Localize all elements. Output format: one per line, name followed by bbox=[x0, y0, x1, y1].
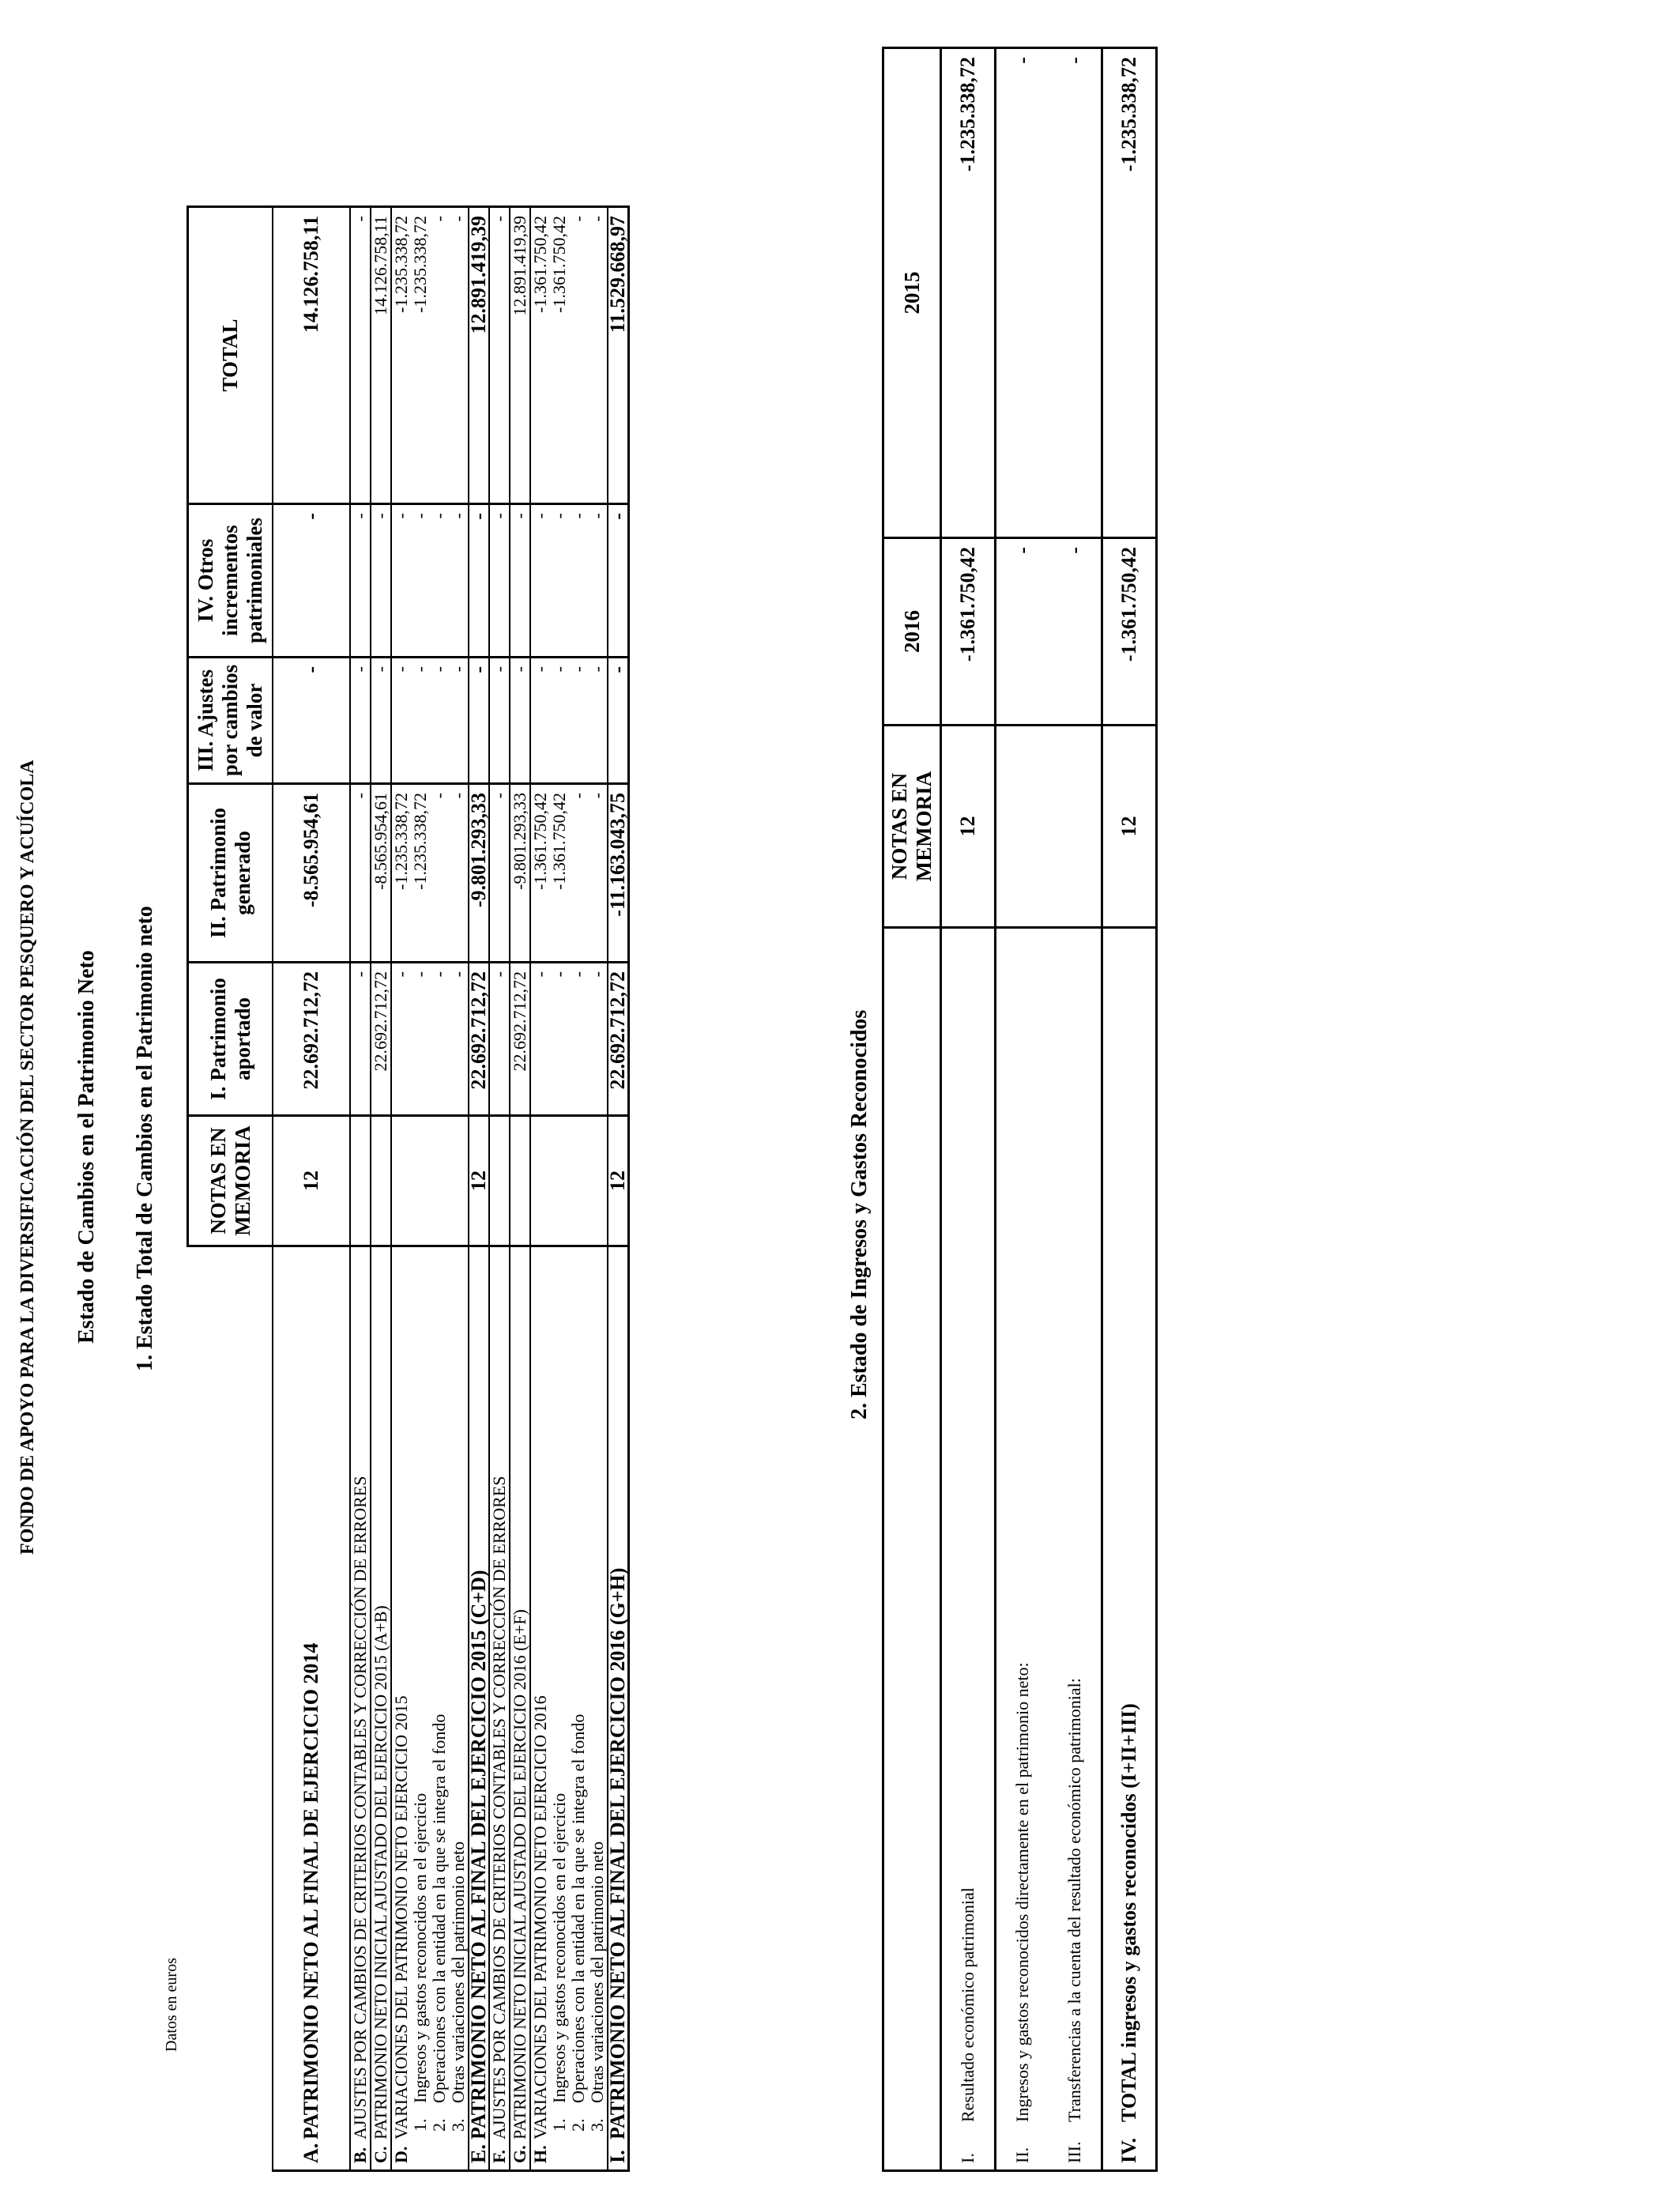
row-index: 1. bbox=[410, 2118, 430, 2132]
table-row bbox=[588, 207, 608, 2171]
value-cell-c3: - bbox=[608, 658, 629, 784]
value-cell-c3: - bbox=[449, 658, 469, 784]
row-index: 2. bbox=[568, 2118, 588, 2132]
value-cell-c4: - bbox=[273, 504, 350, 658]
row-label bbox=[411, 1246, 430, 2171]
value-cell-c3: - bbox=[371, 658, 391, 784]
value-cell-c4: - bbox=[588, 504, 608, 658]
row-letter: H. bbox=[530, 2145, 550, 2163]
row-label-text: Ingresos y gastos reconocidos en el ejercicio bbox=[549, 1793, 569, 2103]
value-cell-total: -1.235.338,72 bbox=[391, 207, 411, 504]
table-row bbox=[430, 207, 449, 2171]
value-cell-total: 12.891.419,39 bbox=[469, 207, 489, 504]
value-cell-c2: - bbox=[569, 784, 588, 963]
row-label-text: PATRIMONIO NETO AL FINAL DEL EJERCICIO 2015 (C+D) bbox=[467, 1570, 490, 2139]
table-row bbox=[489, 207, 510, 2171]
value-cell-c3: - bbox=[588, 658, 608, 784]
notes-cell: 12 bbox=[608, 1116, 629, 1246]
value-cell-c1: 22.692.712,72 bbox=[469, 963, 489, 1116]
value-cell-c1: - bbox=[489, 963, 510, 1116]
row-label bbox=[996, 928, 1049, 2171]
header-blank bbox=[883, 928, 941, 2171]
row-label-text: Operaciones con la entidad en la que se integra el fondo bbox=[429, 1713, 449, 2103]
table-income-expenses bbox=[882, 47, 1158, 2172]
table-header-row bbox=[188, 207, 273, 2171]
value-cell-c2: -1.235.338,72 bbox=[391, 784, 411, 963]
value-cell-c1: - bbox=[411, 963, 430, 1116]
row-label-text: Ingresos y gastos reconocidos en el ejercicio bbox=[410, 1793, 430, 2103]
notes-cell bbox=[371, 1116, 391, 1246]
table-row bbox=[550, 207, 569, 2171]
value-cell-c3: - bbox=[489, 658, 510, 784]
notes-cell: 12 bbox=[1102, 726, 1157, 928]
value-cell-c3: - bbox=[430, 658, 449, 784]
row-number: I. bbox=[958, 2153, 977, 2163]
row-label bbox=[608, 1246, 629, 2171]
table-row bbox=[510, 207, 530, 2171]
row-label bbox=[273, 1246, 350, 2171]
value-cell-total: 12.891.419,39 bbox=[510, 207, 530, 504]
notes-cell bbox=[391, 1116, 411, 1246]
value-cell-total: - bbox=[449, 207, 469, 504]
row-label-text: AJUSTES POR CAMBIOS DE CRITERIOS CONTABLES Y CORRECCIÓN DE ERRORES bbox=[489, 1476, 509, 2139]
row-label bbox=[530, 1246, 550, 2171]
value-cell-c3: - bbox=[550, 658, 569, 784]
value-cell-y2015: - bbox=[1049, 48, 1102, 538]
subtitle-table-2: 2. Estado de Ingresos y Gastos Reconocidos bbox=[847, 1009, 872, 1419]
row-index: 1. bbox=[549, 2118, 569, 2132]
value-cell-y2016: - bbox=[1049, 538, 1102, 726]
value-cell-c2: - bbox=[350, 784, 371, 963]
row-letter: G. bbox=[510, 2145, 529, 2163]
row-label bbox=[449, 1246, 469, 2171]
row-label bbox=[489, 1246, 510, 2171]
row-label-text: Transferencias a la cuenta del resultado económico patrimonial: bbox=[1064, 1678, 1084, 2122]
row-label-text: Resultado económico patrimonial bbox=[958, 1887, 977, 2122]
row-label bbox=[941, 928, 996, 2171]
table-row bbox=[608, 207, 629, 2171]
row-label bbox=[588, 1246, 608, 2171]
value-cell-c1: 22.692.712,72 bbox=[371, 963, 391, 1116]
notes-cell bbox=[550, 1116, 569, 1246]
row-number: II. bbox=[1012, 2147, 1032, 2163]
row-letter: I. bbox=[606, 2150, 629, 2163]
row-label-text: Ingresos y gastos reconocidos directamente en el patrimonio neto: bbox=[1012, 1662, 1032, 2122]
value-cell-c1: - bbox=[530, 963, 550, 1116]
notes-cell bbox=[530, 1116, 550, 1246]
value-cell-total: - bbox=[569, 207, 588, 504]
header-col4: IV. Otros incrementos patrimoniales bbox=[188, 504, 273, 658]
table-changes-equity bbox=[186, 205, 630, 2172]
value-cell-c4: - bbox=[550, 504, 569, 658]
header-col1: I. Patrimonio aportado bbox=[188, 963, 273, 1116]
table-row bbox=[449, 207, 469, 2171]
value-cell-c3: - bbox=[391, 658, 411, 784]
value-cell-total: - bbox=[430, 207, 449, 504]
notes-cell: 12 bbox=[469, 1116, 489, 1246]
value-cell-c2: -1.235.338,72 bbox=[411, 784, 430, 963]
table-row bbox=[569, 207, 588, 2171]
value-cell-c1: - bbox=[391, 963, 411, 1116]
header-notes: NOTAS EN MEMORIA bbox=[188, 1116, 273, 1246]
value-cell-c4: - bbox=[411, 504, 430, 658]
row-label-text: VARIACIONES DEL PATRIMONIO NETO EJERCICIO 2016 bbox=[530, 1695, 550, 2139]
value-cell-c4: - bbox=[530, 504, 550, 658]
value-cell-c3: - bbox=[273, 658, 350, 784]
value-cell-y2015: -1.235.338,72 bbox=[1102, 48, 1157, 538]
table-row bbox=[1049, 48, 1102, 2171]
table-row bbox=[530, 207, 550, 2171]
subtitle-table-1: 1. Estado Total de Cambios en el Patrimonio neto bbox=[133, 906, 157, 1371]
value-cell-total: 11.529.668,97 bbox=[608, 207, 629, 504]
value-cell-c4: - bbox=[430, 504, 449, 658]
value-cell-c1: - bbox=[350, 963, 371, 1116]
value-cell-c4: - bbox=[350, 504, 371, 658]
header-total: TOTAL bbox=[188, 207, 273, 504]
table-header-row bbox=[883, 48, 941, 2171]
value-cell-total: -1.235.338,72 bbox=[411, 207, 430, 504]
header-blank bbox=[188, 1246, 273, 2171]
value-cell-c3: - bbox=[569, 658, 588, 784]
row-label-text: PATRIMONIO NETO INICIAL AJUSTADO DEL EJERCICIO 2016 (E+F) bbox=[510, 1609, 529, 2139]
row-label-text: TOTAL ingresos y gastos reconocidos (I+II+III) bbox=[1117, 1703, 1140, 2122]
value-cell-y2016: -1.361.750,42 bbox=[941, 538, 996, 726]
row-label-text: PATRIMONIO NETO AL FINAL DE EJERCICIO 2014 bbox=[299, 1642, 322, 2139]
row-number: III. bbox=[1064, 2141, 1084, 2163]
header-2016: 2016 bbox=[883, 538, 941, 726]
value-cell-y2016: - bbox=[996, 538, 1049, 726]
row-label-text: Otras variaciones del patrimonio neto bbox=[587, 1841, 607, 2103]
row-label bbox=[391, 1246, 411, 2171]
value-cell-total: -1.361.750,42 bbox=[530, 207, 550, 504]
value-cell-c3: - bbox=[510, 658, 530, 784]
value-cell-total: - bbox=[489, 207, 510, 504]
value-cell-total: - bbox=[588, 207, 608, 504]
row-letter: C. bbox=[371, 2146, 390, 2163]
row-index: 3. bbox=[587, 2118, 607, 2132]
value-cell-c2: -1.361.750,42 bbox=[550, 784, 569, 963]
value-cell-total: - bbox=[350, 207, 371, 504]
table-row bbox=[391, 207, 411, 2171]
value-cell-c2: - bbox=[489, 784, 510, 963]
value-cell-c4: - bbox=[510, 504, 530, 658]
value-cell-c2: -1.361.750,42 bbox=[530, 784, 550, 963]
notes-cell bbox=[569, 1116, 588, 1246]
table-row bbox=[941, 48, 996, 2171]
value-cell-c1: - bbox=[569, 963, 588, 1116]
notes-cell bbox=[350, 1116, 371, 1246]
row-letter: D. bbox=[391, 2146, 411, 2163]
table-row bbox=[411, 207, 430, 2171]
value-cell-c2: - bbox=[588, 784, 608, 963]
value-cell-c1: 22.692.712,72 bbox=[273, 963, 350, 1116]
notes-cell bbox=[449, 1116, 469, 1246]
units-note: Datos en euros bbox=[163, 1958, 180, 2052]
row-label bbox=[430, 1246, 449, 2171]
value-cell-c1: - bbox=[588, 963, 608, 1116]
row-index: 3. bbox=[448, 2118, 468, 2132]
value-cell-c2: -11.163.043,75 bbox=[608, 784, 629, 963]
value-cell-c2: - bbox=[430, 784, 449, 963]
notes-cell bbox=[588, 1116, 608, 1246]
value-cell-c2: -9.801.293,33 bbox=[469, 784, 489, 963]
value-cell-c4: - bbox=[569, 504, 588, 658]
row-label bbox=[469, 1246, 489, 2171]
row-label bbox=[550, 1246, 569, 2171]
row-label bbox=[569, 1246, 588, 2171]
row-label-text: PATRIMONIO NETO AL FINAL DEL EJERCICIO 2016 (G+H) bbox=[606, 1567, 629, 2139]
header-col2: II. Patrimonio generado bbox=[188, 784, 273, 963]
notes-cell: 12 bbox=[941, 726, 996, 928]
value-cell-c2: -8.565.954,61 bbox=[273, 784, 350, 963]
header-col3: III. Ajustes por cambios de valor bbox=[188, 658, 273, 784]
notes-cell: 12 bbox=[273, 1116, 350, 1246]
row-label-text: Operaciones con la entidad en la que se integra el fondo bbox=[568, 1713, 588, 2103]
value-cell-c3: - bbox=[350, 658, 371, 784]
row-label bbox=[371, 1246, 391, 2171]
value-cell-c3: - bbox=[411, 658, 430, 784]
value-cell-y2016: -1.361.750,42 bbox=[1102, 538, 1157, 726]
table-row bbox=[371, 207, 391, 2171]
table-row bbox=[273, 207, 350, 2171]
row-label bbox=[1049, 928, 1102, 2171]
notes-cell bbox=[510, 1116, 530, 1246]
value-cell-c2: -9.801.293,33 bbox=[510, 784, 530, 963]
value-cell-c4: - bbox=[371, 504, 391, 658]
table-row bbox=[1102, 48, 1157, 2171]
row-label-text: Otras variaciones del patrimonio neto bbox=[448, 1841, 468, 2103]
header-notes: NOTAS EN MEMORIA bbox=[883, 726, 941, 928]
value-cell-c3: - bbox=[530, 658, 550, 784]
value-cell-c4: - bbox=[449, 504, 469, 658]
value-cell-total: -1.361.750,42 bbox=[550, 207, 569, 504]
value-cell-c4: - bbox=[391, 504, 411, 658]
notes-cell bbox=[430, 1116, 449, 1246]
row-label bbox=[1102, 928, 1157, 2171]
value-cell-c4: - bbox=[608, 504, 629, 658]
table-row bbox=[996, 48, 1049, 2171]
notes-cell bbox=[996, 726, 1049, 928]
value-cell-c1: - bbox=[430, 963, 449, 1116]
value-cell-c2: -8.565.954,61 bbox=[371, 784, 391, 963]
value-cell-c1: - bbox=[550, 963, 569, 1116]
value-cell-c1: 22.692.712,72 bbox=[510, 963, 530, 1116]
header-2015: 2015 bbox=[883, 48, 941, 538]
row-label-text: VARIACIONES DEL PATRIMONIO NETO EJERCICIO 2015 bbox=[391, 1695, 411, 2139]
row-number: IV. bbox=[1117, 2137, 1140, 2163]
value-cell-total: 14.126.758,11 bbox=[273, 207, 350, 504]
organization-title: FONDO DE APOYO PARA LA DIVERSIFICACIÓN DEL SECTOR PESQUERO Y ACUÍCOLA bbox=[17, 760, 38, 1555]
row-letter: F. bbox=[489, 2150, 509, 2163]
value-cell-y2015: -1.235.338,72 bbox=[941, 48, 996, 538]
table-row bbox=[350, 207, 371, 2171]
value-cell-c1: 22.692.712,72 bbox=[608, 963, 629, 1116]
value-cell-c4: - bbox=[469, 504, 489, 658]
table-row bbox=[469, 207, 489, 2171]
section-title: Estado de Cambios en el Patrimonio Neto bbox=[74, 950, 99, 1344]
value-cell-c1: - bbox=[449, 963, 469, 1116]
value-cell-y2015: - bbox=[996, 48, 1049, 538]
value-cell-total: 14.126.758,11 bbox=[371, 207, 391, 504]
value-cell-c3: - bbox=[469, 658, 489, 784]
row-label-text: AJUSTES POR CAMBIOS DE CRITERIOS CONTABLES Y CORRECCIÓN DE ERRORES bbox=[350, 1476, 370, 2139]
notes-cell bbox=[1049, 726, 1102, 928]
row-label bbox=[510, 1246, 530, 2171]
value-cell-c2: - bbox=[449, 784, 469, 963]
row-letter: B. bbox=[350, 2147, 370, 2163]
row-label-text: PATRIMONIO NETO INICIAL AJUSTADO DEL EJERCICIO 2015 (A+B) bbox=[371, 1605, 390, 2139]
row-label bbox=[350, 1246, 371, 2171]
row-letter: E. bbox=[467, 2144, 490, 2163]
notes-cell bbox=[411, 1116, 430, 1246]
value-cell-c4: - bbox=[489, 504, 510, 658]
notes-cell bbox=[489, 1116, 510, 1246]
row-letter: A. bbox=[299, 2143, 322, 2163]
row-index: 2. bbox=[429, 2118, 449, 2132]
